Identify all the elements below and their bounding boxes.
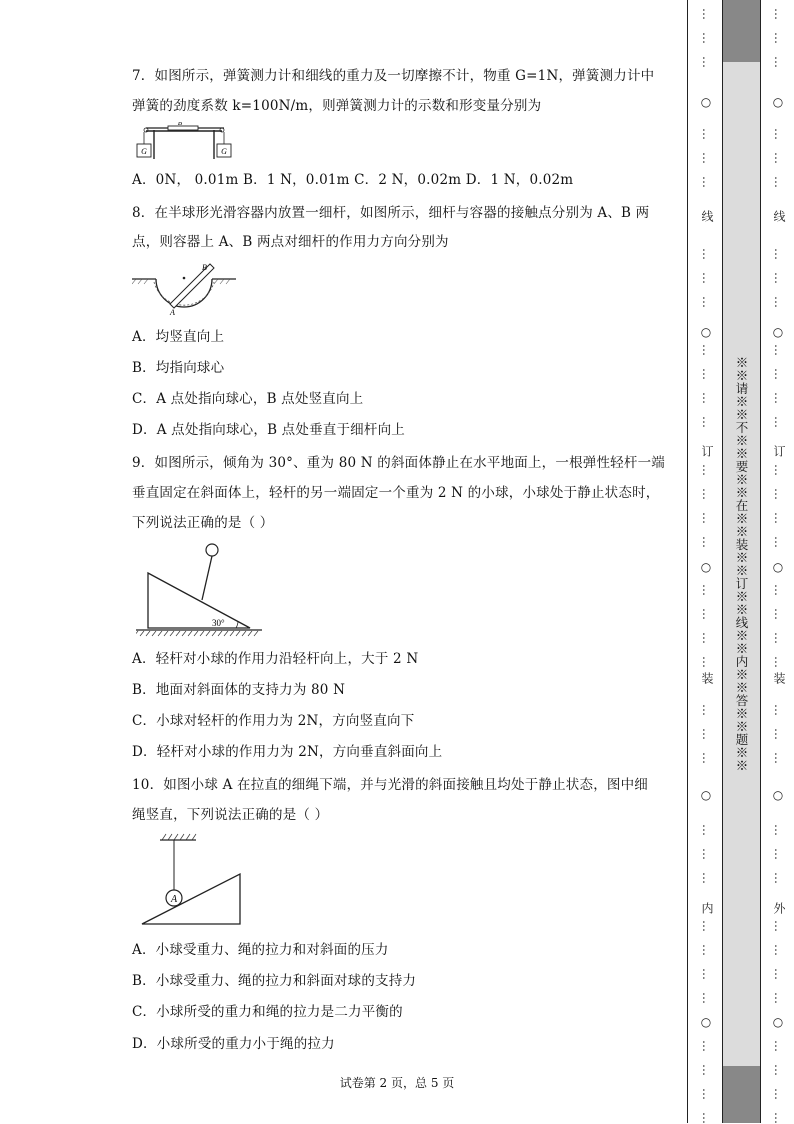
q8-option-b: B．均指向球心 <box>132 360 225 376</box>
margin-dots: … <box>700 1112 714 1124</box>
q9-stem-line1: 9．如图所示，倾角为 30°、重为 80 N 的斜面体静止在水平地面上，一根弹性轻杆一端 <box>132 455 665 471</box>
margin-dots: … <box>700 272 714 284</box>
q8-stem-line2: 点，则容器上 A、B 两点对细杆的作用力方向分别为 <box>132 234 449 250</box>
margin-dots: … <box>700 944 714 956</box>
margin-dots: … <box>772 824 786 836</box>
margin-dots: … <box>700 128 714 140</box>
margin-dots: … <box>772 8 786 20</box>
margin-rule-outer <box>760 0 761 1123</box>
q10-stem-line1: 10．如图小球 A 在拉直的细绳下端，并与光滑的斜面接触且均处于静止状态，图中细 <box>132 777 649 793</box>
q9-incline-ball-figure <box>136 538 268 638</box>
margin-label: 线 <box>700 210 714 222</box>
q9-label-angle: 30° <box>212 618 225 628</box>
margin-dots: … <box>772 848 786 860</box>
margin-label: 装 <box>700 672 714 684</box>
margin-dots: … <box>772 584 786 596</box>
margin-dots: … <box>772 944 786 956</box>
margin-dots: … <box>772 296 786 308</box>
margin-dots: … <box>772 1112 786 1124</box>
margin-circle: ○ <box>700 1015 712 1029</box>
margin-dots: … <box>700 632 714 644</box>
margin-label: 订 <box>700 445 714 457</box>
margin-circle: ○ <box>772 95 784 109</box>
q7-stem-line1: 7．如图所示，弹簧测力计和细线的重力及一切摩擦不计，物重 G=1N，弹簧测力计中 <box>132 68 655 84</box>
q10-option-a: A．小球受重力、绳的拉力和对斜面的压力 <box>132 942 389 958</box>
margin-dots: … <box>772 632 786 644</box>
margin-dots: … <box>700 1040 714 1052</box>
margin-circle: ○ <box>700 788 712 802</box>
q7-stem-line2: 弹簧的劲度系数 k=100N/m，则弹簧测力计的示数和形变量分别为 <box>132 98 542 114</box>
page-footer: 试卷第 2 页，总 5 页 <box>339 1076 455 1090</box>
margin-dots: … <box>772 344 786 356</box>
margin-dots: … <box>772 536 786 548</box>
margin-dots: … <box>772 272 786 284</box>
margin-dots: … <box>772 512 786 524</box>
margin-dots: … <box>772 656 786 668</box>
margin-dots: … <box>700 488 714 500</box>
margin-dots: … <box>700 8 714 20</box>
margin-dots: … <box>772 992 786 1004</box>
margin-dots: … <box>700 824 714 836</box>
margin-dots: … <box>772 1088 786 1100</box>
margin-dots: … <box>700 344 714 356</box>
margin-dots: … <box>772 32 786 44</box>
q9-option-d: D．轻杆对小球的作用力为 2N，方向垂直斜面向上 <box>132 744 443 760</box>
margin-dots: … <box>772 176 786 188</box>
q10-label-a: A <box>170 894 178 905</box>
q8-option-c: C．A 点处指向球心，B 点处竖直向上 <box>132 391 364 407</box>
margin-dots: … <box>772 248 786 260</box>
margin-dots: … <box>772 608 786 620</box>
margin-label: 线 <box>772 210 786 222</box>
margin-dots: … <box>700 752 714 764</box>
q9-stem-line2: 垂直固定在斜面体上，轻杆的另一端固定一个重为 2 N 的小球，小球处于静止状态时， <box>132 485 660 501</box>
margin-dots: … <box>700 608 714 620</box>
margin-dots: … <box>700 536 714 548</box>
margin-dots: … <box>700 1088 714 1100</box>
q8-option-a: A．均竖直向上 <box>132 329 225 345</box>
margin-circle: ○ <box>772 788 784 802</box>
margin-dots: … <box>700 728 714 740</box>
margin-dots: … <box>700 464 714 476</box>
margin-dots: … <box>772 128 786 140</box>
margin-circle: ○ <box>772 325 784 339</box>
margin-label: 外 <box>772 902 786 914</box>
q9-option-c: C．小球对轻杆的作用力为 2N，方向竖直向下 <box>132 713 415 729</box>
margin-dots: … <box>772 56 786 68</box>
q8-label-a: A <box>170 308 175 317</box>
margin-dots: … <box>772 872 786 884</box>
margin-rule-left <box>687 0 688 1123</box>
margin-dots: … <box>700 152 714 164</box>
margin-dots: … <box>700 512 714 524</box>
q8-stem-line1: 8．在半球形光滑容器内放置一细杆，如图所示，细杆与容器的接触点分别为 A、B 两 <box>132 205 650 221</box>
margin-dots: … <box>772 488 786 500</box>
margin-dots: … <box>700 56 714 68</box>
margin-dots: … <box>700 296 714 308</box>
margin-dots: … <box>700 992 714 1004</box>
q9-stem-line3: 下列说法正确的是（ ） <box>132 515 274 531</box>
q7-label-g-left: G <box>141 147 147 156</box>
margin-dots: … <box>700 872 714 884</box>
margin-dots: … <box>700 656 714 668</box>
margin-warning-text: ※※请※※不※※要※※在※※装※※订※※线※※内※※答※※题※※ <box>734 356 749 772</box>
margin-dots: … <box>700 1064 714 1076</box>
margin-dots: … <box>772 368 786 380</box>
q7-options: A．0N， 0.01m B．1 N，0.01m C．2 N，0.02m D．1 N，0.02m <box>132 172 574 188</box>
margin-dots: … <box>700 704 714 716</box>
margin-dots: … <box>700 416 714 428</box>
margin-dots: … <box>700 584 714 596</box>
margin-dots: … <box>772 704 786 716</box>
margin-dark-band-bottom <box>723 1066 760 1123</box>
q9-option-a: A．轻杆对小球的作用力沿轻杆向上，大于 2 N <box>132 651 419 667</box>
q7-spring-scale-figure <box>132 122 236 160</box>
q7-label-b: B <box>177 122 183 127</box>
margin-dots: … <box>772 392 786 404</box>
margin-dots: … <box>772 1040 786 1052</box>
margin-dots: … <box>700 920 714 932</box>
q10-string-ball-incline-figure <box>140 832 250 928</box>
q8-hemisphere-rod-figure <box>132 258 236 318</box>
margin-circle: ○ <box>772 560 784 574</box>
margin-circle: ○ <box>700 560 712 574</box>
margin-dots: … <box>772 920 786 932</box>
margin-dots: … <box>700 248 714 260</box>
margin-dots: … <box>700 968 714 980</box>
margin-dots: … <box>772 152 786 164</box>
q10-option-b: B．小球受重力、绳的拉力和斜面对球的支持力 <box>132 973 417 989</box>
margin-dots: … <box>772 968 786 980</box>
margin-dots: … <box>700 392 714 404</box>
margin-dots: … <box>772 1064 786 1076</box>
margin-dots: … <box>772 416 786 428</box>
q7-label-g-right: G <box>221 147 227 156</box>
margin-dark-band-top <box>723 0 760 62</box>
margin-label: 内 <box>700 902 714 914</box>
margin-dots: … <box>700 176 714 188</box>
margin-dots: … <box>772 464 786 476</box>
margin-circle: ○ <box>772 1015 784 1029</box>
q8-label-b: B <box>202 263 207 272</box>
q9-option-b: B．地面对斜面体的支持力为 80 N <box>132 682 346 698</box>
margin-dots: … <box>700 32 714 44</box>
margin-dots: … <box>772 728 786 740</box>
q8-option-d: D．A 点处指向球心，B 点处垂直于细杆向上 <box>132 422 405 438</box>
margin-circle: ○ <box>700 325 712 339</box>
margin-circle: ○ <box>700 95 712 109</box>
q10-option-c: C．小球所受的重力和绳的拉力是二力平衡的 <box>132 1004 403 1020</box>
margin-label: 订 <box>772 445 786 457</box>
margin-dots: … <box>700 368 714 380</box>
margin-dots: … <box>700 848 714 860</box>
q10-stem-line2: 绳竖直，下列说法正确的是（ ） <box>132 807 329 823</box>
margin-dots: … <box>772 752 786 764</box>
margin-label: 装 <box>772 672 786 684</box>
q10-option-d: D．小球所受的重力小于绳的拉力 <box>132 1036 335 1052</box>
